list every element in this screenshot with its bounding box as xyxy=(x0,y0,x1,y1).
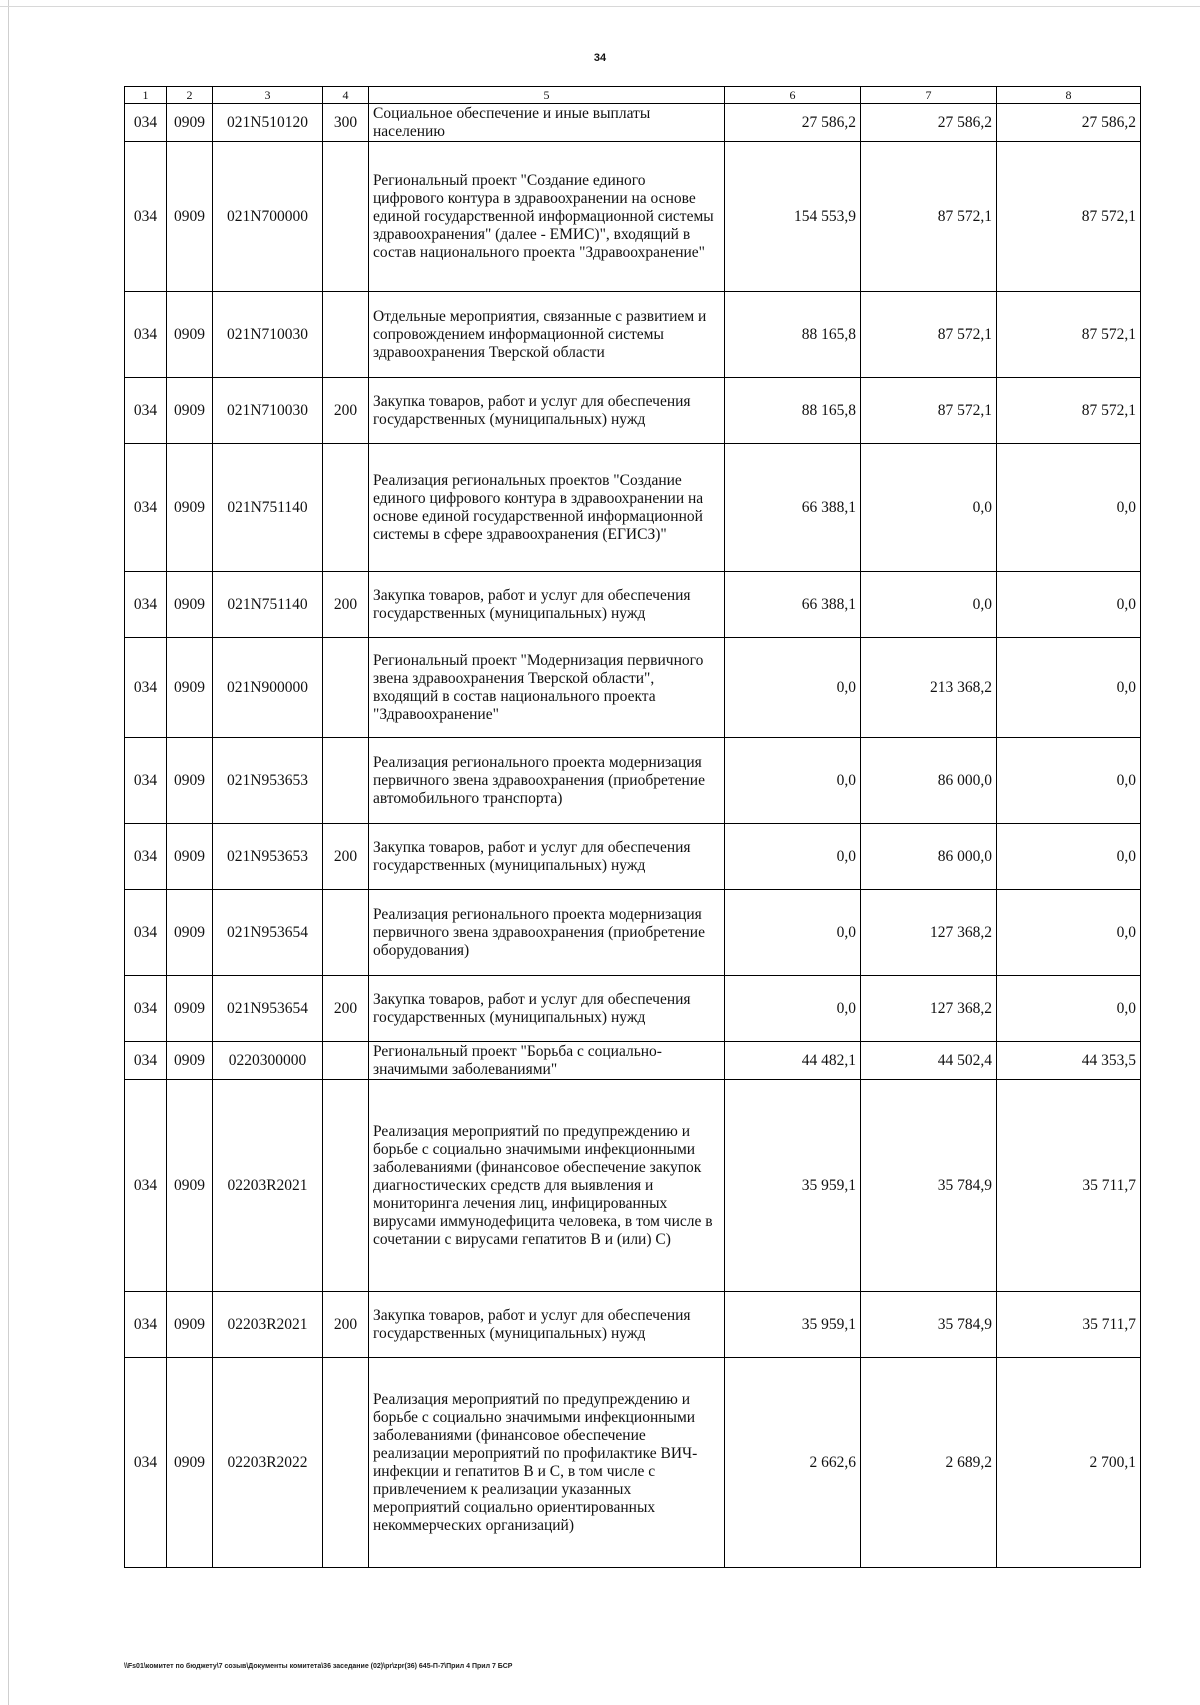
row-description: Реализация мероприятий по предупреждению и борьбе с социально значимыми инфекционными заболеваниями (финансовое обеспечение реализации мероприятий по профилактике ВИЧ-инфекции и гепатитов B и C, в том числе с привлечением к реализации указанных мероприятий социально ориентированных некоммерческих организаций) xyxy=(369,1358,725,1568)
row-amount-col7: 44 502,4 xyxy=(861,1042,997,1080)
table-row xyxy=(125,890,1141,976)
row-description: Региональный проект "Модернизация первичного звена здравоохранения Тверской области", входящий в состав национального проекта "Здравоохранение" xyxy=(369,638,725,738)
row-amount-col7: 213 368,2 xyxy=(861,638,997,738)
row-code-section: 0909 xyxy=(167,1292,213,1358)
row-code-target: 02203R2022 xyxy=(213,1358,323,1568)
row-code-ministry: 034 xyxy=(125,1042,167,1080)
row-code-expense-type xyxy=(323,1358,369,1568)
row-code-expense-type xyxy=(323,738,369,824)
row-amount-col6: 66 388,1 xyxy=(725,444,861,572)
table-row xyxy=(125,444,1141,572)
row-description: Реализация региональных проектов "Создание единого цифрового контура в здравоохранении на основе единой государственной информационной системы в сфере здравоохранения (ЕГИСЗ)" xyxy=(369,444,725,572)
scan-edge-line xyxy=(0,6,1200,7)
row-code-section: 0909 xyxy=(167,890,213,976)
row-code-ministry: 034 xyxy=(125,572,167,638)
row-amount-col6: 0,0 xyxy=(725,638,861,738)
row-code-section: 0909 xyxy=(167,1358,213,1568)
row-code-section: 0909 xyxy=(167,572,213,638)
row-amount-col6: 35 959,1 xyxy=(725,1292,861,1358)
row-amount-col7: 127 368,2 xyxy=(861,890,997,976)
row-amount-col8: 2 700,1 xyxy=(997,1358,1141,1568)
row-amount-col6: 0,0 xyxy=(725,738,861,824)
row-description: Региональный проект "Борьба с социально-значимыми заболеваниями" xyxy=(369,1042,725,1080)
row-code-section: 0909 xyxy=(167,104,213,142)
row-amount-col8: 0,0 xyxy=(997,738,1141,824)
scan-edge-line xyxy=(8,0,9,1705)
row-amount-col8: 44 353,5 xyxy=(997,1042,1141,1080)
row-code-section: 0909 xyxy=(167,976,213,1042)
row-code-target: 021N900000 xyxy=(213,638,323,738)
table-row xyxy=(125,378,1141,444)
row-amount-col7: 127 368,2 xyxy=(861,976,997,1042)
row-code-section: 0909 xyxy=(167,1042,213,1080)
row-code-target: 021N953653 xyxy=(213,738,323,824)
row-description: Реализация регионального проекта модернизация первичного звена здравоохранения (приобретение автомобильного транспорта) xyxy=(369,738,725,824)
row-code-ministry: 034 xyxy=(125,142,167,292)
table-row xyxy=(125,1358,1141,1568)
table-row xyxy=(125,142,1141,292)
row-code-expense-type: 300 xyxy=(323,104,369,142)
row-code-expense-type xyxy=(323,1042,369,1080)
row-amount-col6: 44 482,1 xyxy=(725,1042,861,1080)
row-code-expense-type: 200 xyxy=(323,824,369,890)
table-row xyxy=(125,976,1141,1042)
row-code-target: 021N953653 xyxy=(213,824,323,890)
row-code-target: 021N751140 xyxy=(213,572,323,638)
row-code-ministry: 034 xyxy=(125,976,167,1042)
row-code-target: 02203R2021 xyxy=(213,1292,323,1358)
row-amount-col7: 2 689,2 xyxy=(861,1358,997,1568)
column-header: 3 xyxy=(213,87,323,104)
row-amount-col8: 0,0 xyxy=(997,824,1141,890)
row-code-ministry: 034 xyxy=(125,824,167,890)
row-description: Отдельные мероприятия, связанные с развитием и сопровождением информационной системы здравоохранения Тверской области xyxy=(369,292,725,378)
table-row xyxy=(125,824,1141,890)
row-code-ministry: 034 xyxy=(125,1358,167,1568)
row-code-section: 0909 xyxy=(167,444,213,572)
table-row xyxy=(125,638,1141,738)
row-amount-col7: 87 572,1 xyxy=(861,378,997,444)
row-code-expense-type xyxy=(323,890,369,976)
row-code-target: 021N510120 xyxy=(213,104,323,142)
row-description: Закупка товаров, работ и услуг для обеспечения государственных (муниципальных) нужд xyxy=(369,824,725,890)
row-code-expense-type xyxy=(323,1080,369,1292)
row-code-target: 021N710030 xyxy=(213,378,323,444)
table-row xyxy=(125,738,1141,824)
file-path-footer: \\Fs01\комитет по бюджету\7 созыв\Документы комитета\36 заседание (02)\pr\zpr(36) 645-П-7\Прил 4 Прил 7 БСР xyxy=(124,1663,513,1670)
row-amount-col6: 35 959,1 xyxy=(725,1080,861,1292)
table-row xyxy=(125,292,1141,378)
row-code-expense-type xyxy=(323,292,369,378)
row-code-expense-type xyxy=(323,638,369,738)
row-code-target: 021N700000 xyxy=(213,142,323,292)
row-amount-col6: 88 165,8 xyxy=(725,378,861,444)
table-row xyxy=(125,572,1141,638)
row-amount-col6: 0,0 xyxy=(725,824,861,890)
row-amount-col8: 35 711,7 xyxy=(997,1292,1141,1358)
row-description: Реализация регионального проекта модернизация первичного звена здравоохранения (приобретение оборудования) xyxy=(369,890,725,976)
row-code-section: 0909 xyxy=(167,824,213,890)
row-amount-col6: 66 388,1 xyxy=(725,572,861,638)
row-amount-col6: 2 662,6 xyxy=(725,1358,861,1568)
row-code-ministry: 034 xyxy=(125,292,167,378)
row-code-section: 0909 xyxy=(167,738,213,824)
row-description: Закупка товаров, работ и услуг для обеспечения государственных (муниципальных) нужд xyxy=(369,378,725,444)
table-row xyxy=(125,1042,1141,1080)
column-header: 7 xyxy=(861,87,997,104)
row-amount-col8: 0,0 xyxy=(997,976,1141,1042)
row-description: Закупка товаров, работ и услуг для обеспечения государственных (муниципальных) нужд xyxy=(369,572,725,638)
row-code-expense-type: 200 xyxy=(323,976,369,1042)
row-amount-col7: 86 000,0 xyxy=(861,824,997,890)
row-amount-col8: 0,0 xyxy=(997,638,1141,738)
row-code-ministry: 034 xyxy=(125,1080,167,1292)
row-code-expense-type: 200 xyxy=(323,378,369,444)
row-code-target: 021N710030 xyxy=(213,292,323,378)
row-amount-col6: 154 553,9 xyxy=(725,142,861,292)
row-amount-col7: 35 784,9 xyxy=(861,1080,997,1292)
row-code-ministry: 034 xyxy=(125,1292,167,1358)
row-code-expense-type: 200 xyxy=(323,1292,369,1358)
column-header: 6 xyxy=(725,87,861,104)
row-description: Закупка товаров, работ и услуг для обеспечения государственных (муниципальных) нужд xyxy=(369,1292,725,1358)
row-amount-col8: 0,0 xyxy=(997,444,1141,572)
row-amount-col7: 0,0 xyxy=(861,444,997,572)
row-amount-col6: 0,0 xyxy=(725,890,861,976)
column-header: 1 xyxy=(125,87,167,104)
row-code-target: 021N953654 xyxy=(213,976,323,1042)
column-header: 4 xyxy=(323,87,369,104)
row-amount-col8: 87 572,1 xyxy=(997,378,1141,444)
row-amount-col7: 0,0 xyxy=(861,572,997,638)
row-code-expense-type xyxy=(323,444,369,572)
row-code-section: 0909 xyxy=(167,378,213,444)
row-code-ministry: 034 xyxy=(125,738,167,824)
row-amount-col6: 27 586,2 xyxy=(725,104,861,142)
row-code-section: 0909 xyxy=(167,142,213,292)
row-code-target: 021N751140 xyxy=(213,444,323,572)
table-row xyxy=(125,1080,1141,1292)
row-amount-col7: 27 586,2 xyxy=(861,104,997,142)
row-amount-col7: 87 572,1 xyxy=(861,292,997,378)
row-code-target: 0220300000 xyxy=(213,1042,323,1080)
row-code-ministry: 034 xyxy=(125,378,167,444)
row-description: Социальное обеспечение и иные выплаты населению xyxy=(369,104,725,142)
table-row xyxy=(125,1292,1141,1358)
row-code-section: 0909 xyxy=(167,638,213,738)
row-amount-col8: 0,0 xyxy=(997,890,1141,976)
page-number: 34 xyxy=(593,52,607,64)
row-description: Региональный проект "Создание единого цифрового контура в здравоохранении на основе единой государственной информационной системы здравоохранения" (далее - ЕМИС)", входящий в состав национального проекта "Здравоохранение" xyxy=(369,142,725,292)
row-amount-col8: 87 572,1 xyxy=(997,292,1141,378)
table-row xyxy=(125,104,1141,142)
row-amount-col7: 35 784,9 xyxy=(861,1292,997,1358)
row-code-section: 0909 xyxy=(167,292,213,378)
row-amount-col8: 35 711,7 xyxy=(997,1080,1141,1292)
row-description: Реализация мероприятий по предупреждению и борьбе с социально значимыми инфекционными заболеваниями (финансовое обеспечение закупок диагностических средств для выявления и мониторинга лечения лиц, инфицированных вирусами иммунодефицита человека, в том числе в сочетании с вирусами гепатитов B и (или) C) xyxy=(369,1080,725,1292)
column-header: 8 xyxy=(997,87,1141,104)
row-code-ministry: 034 xyxy=(125,638,167,738)
row-amount-col8: 27 586,2 xyxy=(997,104,1141,142)
row-code-ministry: 034 xyxy=(125,890,167,976)
row-code-target: 02203R2021 xyxy=(213,1080,323,1292)
row-amount-col6: 88 165,8 xyxy=(725,292,861,378)
row-amount-col8: 87 572,1 xyxy=(997,142,1141,292)
row-amount-col6: 0,0 xyxy=(725,976,861,1042)
column-header: 2 xyxy=(167,87,213,104)
row-code-target: 021N953654 xyxy=(213,890,323,976)
row-amount-col7: 86 000,0 xyxy=(861,738,997,824)
column-number-header-row xyxy=(125,87,1141,104)
row-code-section: 0909 xyxy=(167,1080,213,1292)
row-amount-col7: 87 572,1 xyxy=(861,142,997,292)
row-code-ministry: 034 xyxy=(125,104,167,142)
row-description: Закупка товаров, работ и услуг для обеспечения государственных (муниципальных) нужд xyxy=(369,976,725,1042)
row-code-expense-type: 200 xyxy=(323,572,369,638)
row-code-ministry: 034 xyxy=(125,444,167,572)
row-code-expense-type xyxy=(323,142,369,292)
row-amount-col8: 0,0 xyxy=(997,572,1141,638)
column-header: 5 xyxy=(369,87,725,104)
budget-table xyxy=(124,86,1141,1568)
